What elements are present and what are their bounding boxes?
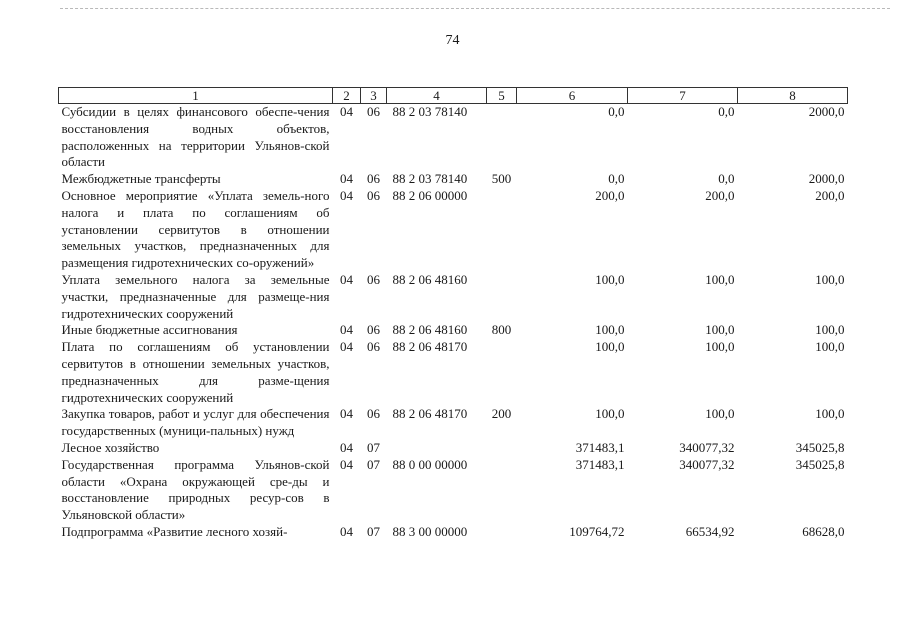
amount-col6: 100,0	[595, 322, 625, 338]
amount-col6: 100,0	[595, 406, 625, 422]
amount-col7: 66534,92	[685, 523, 735, 539]
amount-col7: 0,0	[718, 104, 735, 119]
section-code: 04	[340, 187, 353, 203]
table-row	[59, 406, 848, 440]
target-article-code: 88 2 06 48160	[392, 271, 468, 287]
table-row	[59, 104, 848, 172]
column-header: 1	[59, 88, 333, 104]
row-name: Иные бюджетные ассигнования	[61, 322, 238, 338]
target-article-code: 88 2 06 48160	[392, 322, 468, 338]
subsection-code: 06	[367, 339, 380, 355]
expense-type-code	[487, 272, 517, 322]
expense-type-code	[487, 104, 517, 172]
section-code: 04	[340, 104, 353, 119]
section-code: 04	[340, 439, 353, 455]
section-code: 04	[340, 339, 353, 355]
subsection-code: 06	[367, 271, 380, 287]
amount-col6: 100,0	[595, 271, 625, 287]
table-row	[59, 171, 848, 188]
scan-edge-line	[60, 8, 890, 9]
row-name: Подпрограмма «Развитие лесного хозяй-	[61, 523, 288, 539]
column-header: 6	[517, 88, 628, 104]
amount-col7: 200,0	[705, 187, 735, 203]
expense-type-code	[487, 188, 517, 272]
table-row	[59, 339, 848, 406]
amount-col8: 100,0	[815, 322, 845, 338]
subsection-code: 07	[367, 456, 380, 472]
amount-col7: 100,0	[705, 271, 735, 287]
column-header: 5	[487, 88, 517, 104]
column-header: 2	[333, 88, 361, 104]
expense-type-code: 200	[491, 406, 512, 422]
subsection-code: 06	[367, 322, 380, 338]
target-article-code: 88 2 06 48170	[392, 406, 468, 422]
amount-col6: 200,0	[595, 187, 625, 203]
subsection-code: 06	[367, 104, 380, 119]
amount-col8: 100,0	[815, 406, 845, 422]
section-code: 04	[340, 406, 353, 422]
amount-col7: 100,0	[705, 322, 735, 338]
expense-type-code	[487, 524, 517, 541]
amount-col7: 340077,32	[679, 456, 735, 472]
expense-type-code	[487, 440, 517, 457]
column-header: 8	[738, 88, 848, 104]
table-header-row	[59, 88, 848, 104]
expense-type-code	[487, 339, 517, 406]
target-article-code: 88 2 03 78140	[392, 171, 468, 187]
column-header: 4	[387, 88, 487, 104]
subsection-code: 06	[367, 171, 380, 187]
table-row	[59, 272, 848, 322]
amount-col8: 2000,0	[808, 104, 845, 119]
target-article-code: 88 2 06 48170	[392, 339, 468, 355]
amount-col8: 2000,0	[808, 171, 845, 187]
column-header: 7	[628, 88, 738, 104]
expense-type-code: 800	[491, 322, 512, 338]
amount-col6: 100,0	[595, 339, 625, 355]
section-code: 04	[340, 456, 353, 472]
amount-col8: 345025,8	[795, 456, 845, 472]
table-row	[59, 457, 848, 524]
target-article-code	[387, 440, 487, 457]
row-name: Закупка товаров, работ и услуг для обеспечения государственных (муници-пальных) нужд	[61, 406, 330, 439]
table-row	[59, 188, 848, 272]
row-name: Лесное хозяйство	[61, 439, 160, 455]
amount-col7: 340077,32	[679, 439, 735, 455]
amount-col8: 345025,8	[795, 439, 845, 455]
expense-type-code	[487, 457, 517, 524]
amount-col6: 0,0	[608, 104, 625, 119]
amount-col8: 200,0	[815, 187, 845, 203]
section-code: 04	[340, 171, 353, 187]
amount-col8: 100,0	[815, 339, 845, 355]
amount-col7: 100,0	[705, 339, 735, 355]
table-row	[59, 524, 848, 541]
target-article-code: 88 0 00 00000	[392, 456, 468, 472]
row-name: Межбюджетные трансферты	[61, 171, 221, 187]
section-code: 04	[340, 271, 353, 287]
row-name: Основное мероприятие «Уплата земель-ного налога и плата по соглашениям об установлении сервитутов в отношении земельных участков, предназначенных для размещения гидротехнических со-оружений»	[61, 187, 330, 271]
amount-col6: 371483,1	[575, 456, 625, 472]
subsection-code: 07	[367, 439, 380, 455]
section-code: 04	[340, 322, 353, 338]
expense-type-code: 500	[491, 171, 512, 187]
amount-col6: 371483,1	[575, 439, 625, 455]
column-header: 3	[361, 88, 387, 104]
table-row	[59, 440, 848, 457]
amount-col6: 109764,72	[569, 523, 625, 539]
target-article-code: 88 2 03 78140	[392, 104, 468, 119]
target-article-code: 88 2 06 00000	[392, 187, 468, 203]
page-number: 74	[445, 33, 460, 48]
subsection-code: 06	[367, 187, 380, 203]
amount-col7: 100,0	[705, 406, 735, 422]
budget-table	[58, 87, 848, 541]
amount-col8: 100,0	[815, 271, 845, 287]
row-name: Субсидии в целях финансового обеспе-чения восстановления водных объектов, расположенных на территории Ульянов-ской области	[61, 104, 330, 170]
target-article-code: 88 3 00 00000	[392, 523, 468, 539]
table-row	[59, 322, 848, 339]
row-name: Плата по соглашениям об установлении сервитутов в отношении земельных участков, предназначенных для разме-щения гидротехнических сооружений	[61, 339, 330, 405]
subsection-code: 06	[367, 406, 380, 422]
amount-col7: 0,0	[718, 171, 735, 187]
amount-col8: 68628,0	[802, 523, 845, 539]
row-name: Государственная программа Ульянов-ской области «Охрана окружающей сре-ды и восстановление природных ресур-сов в Ульяновской области»	[61, 456, 330, 523]
amount-col6: 0,0	[608, 171, 625, 187]
subsection-code: 07	[367, 523, 380, 539]
section-code: 04	[340, 523, 353, 539]
row-name: Уплата земельного налога за земельные участки, предназначенные для размеще-ния гидротехнических сооружений	[61, 271, 330, 321]
